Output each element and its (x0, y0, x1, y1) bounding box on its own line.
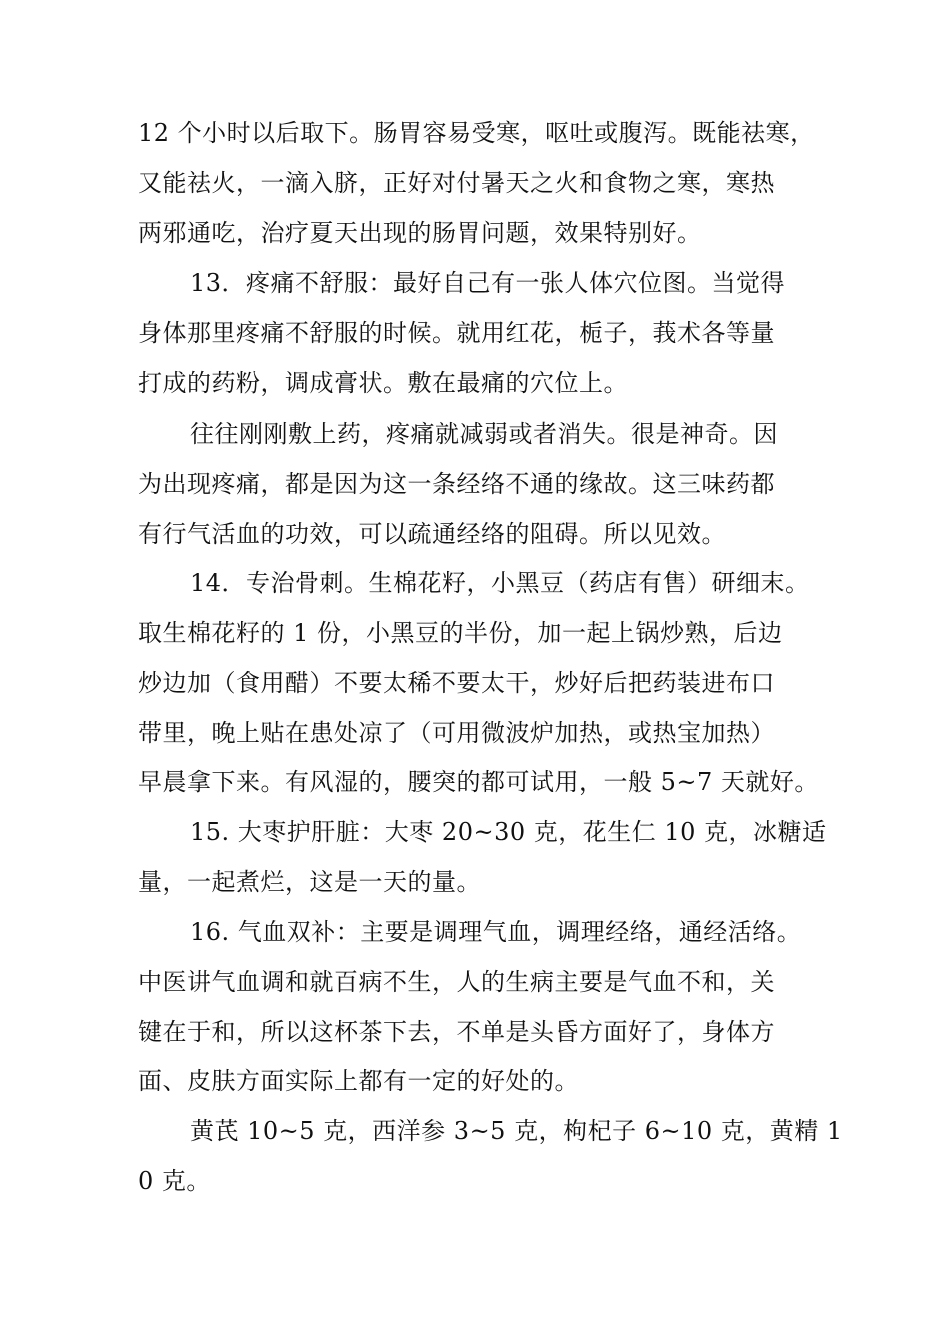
text-line: 为出现疼痛，都是因为这一条经络不通的缘故。这三味药都 (138, 470, 775, 498)
text-line: 有行气活血的功效，可以疏通经络的阻碍。所以见效。 (138, 520, 726, 548)
text-line: 早晨拿下来。有风湿的，腰突的都可试用，一般 5~7 天就好。 (138, 768, 819, 796)
text-line: 身体那里疼痛不舒服的时候。就用红花，栀子，莪术各等量 (138, 319, 775, 347)
paragraph-first-line: 往往刚刚敷上药，疼痛就减弱或者消失。很是神奇。因 (190, 420, 778, 448)
text-line: 面、皮肤方面实际上都有一定的好处的。 (138, 1067, 579, 1095)
section-13-heading-line: 13．疼痛不舒服：最好自己有一张人体穴位图。当觉得 (190, 269, 786, 297)
section-16-heading-line: 16. 气血双补：主要是调理气血，调理经络，通经活络。 (190, 918, 802, 946)
text-line: 中医讲气血调和就百病不生，人的生病主要是气血不和，关 (138, 968, 775, 996)
text-line: 量，一起煮烂，这是一天的量。 (138, 868, 481, 896)
text-line: 键在于和，所以这杯茶下去，不单是头昏方面好了，身体方 (138, 1018, 775, 1046)
text-line: 12 个小时以后取下。肠胃容易受寒，呕吐或腹泻。既能祛寒， (138, 119, 815, 147)
section-14-heading-line: 14．专治骨刺。生棉花籽，小黑豆（药店有售）研细末。 (190, 569, 810, 597)
text-line: 打成的药粉，调成膏状。敷在最痛的穴位上。 (138, 369, 628, 397)
text-line: 两邪通吃，治疗夏天出现的肠胃问题，效果特别好。 (138, 219, 702, 247)
text-line: 0 克。 (138, 1167, 211, 1195)
text-line: 带里，晚上贴在患处凉了（可用微波炉加热，或热宝加热） (138, 719, 775, 747)
text-line: 炒边加（食用醋）不要太稀不要太干，炒好后把药装进布口 (138, 669, 775, 697)
section-15-heading-line: 15. 大枣护肝脏：大枣 20~30 克，花生仁 10 克，冰糖适 (190, 818, 827, 846)
text-line: 又能祛火，一滴入脐，正好对付暑天之火和食物之寒，寒热 (138, 169, 775, 197)
text-line: 取生棉花籽的 1 份，小黑豆的半份，加一起上锅炒熟，后边 (138, 619, 783, 647)
recipe-line: 黄芪 10~5 克，西洋参 3~5 克，枸杞子 6~10 克，黄精 1 (190, 1117, 843, 1145)
